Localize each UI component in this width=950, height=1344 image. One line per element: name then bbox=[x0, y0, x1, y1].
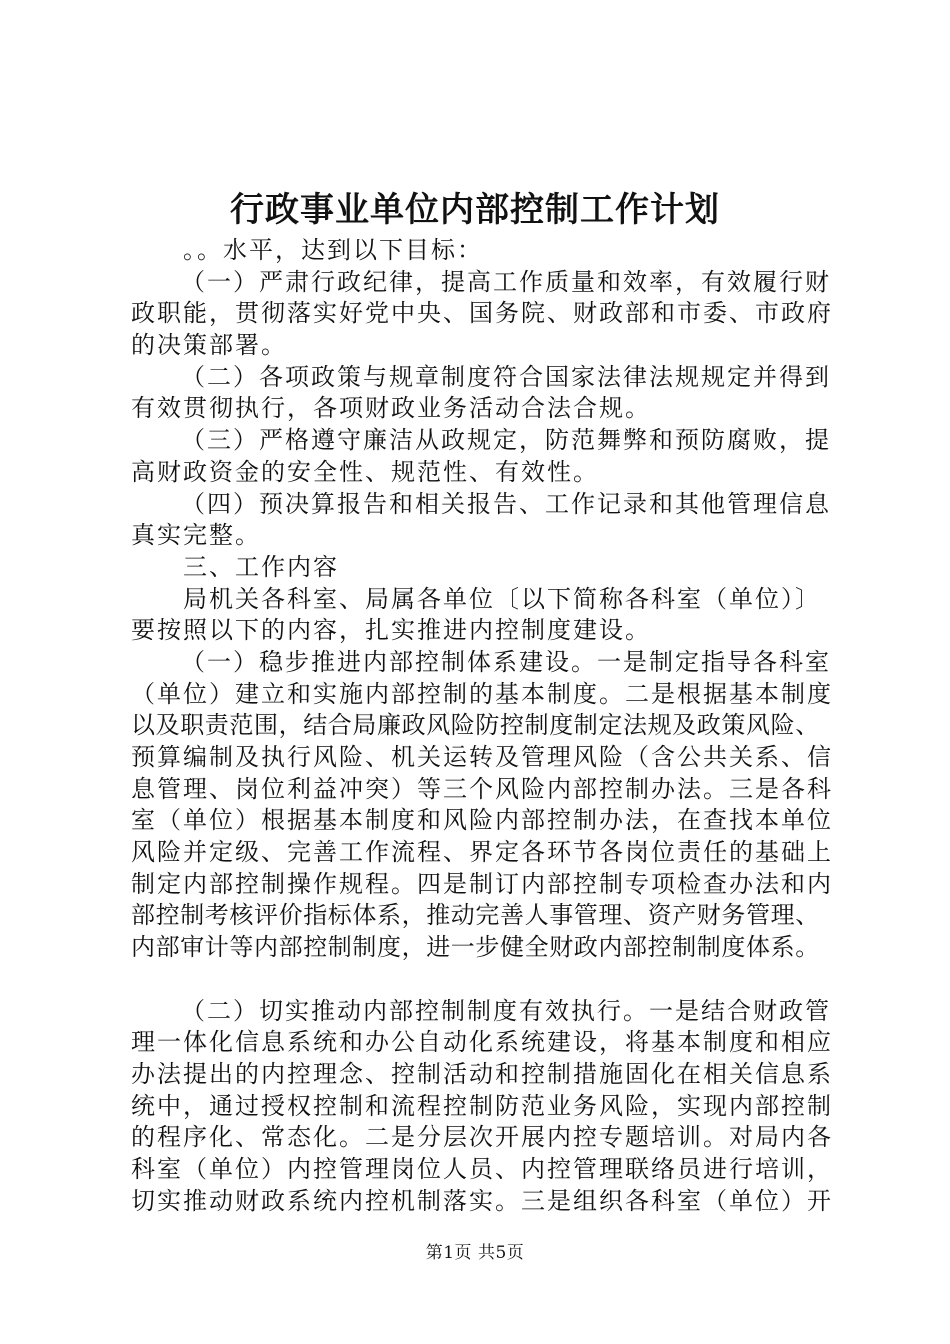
paragraph-line: 的程序化、常态化。二是分层次开展内控专题培训。对局内各 bbox=[131, 1123, 833, 1152]
paragraph-line: 理一体化信息系统和办公自动化系统建设，将基本制度和相应 bbox=[131, 1028, 833, 1057]
paragraph-line: 要按照以下的内容，扎实推进内控制度建设。 bbox=[131, 616, 651, 645]
paragraph-line: 局机关各科室、局属各单位〔以下简称各科室（单位）〕 bbox=[183, 584, 821, 613]
paragraph-line: 室（单位）根据基本制度和风险内部控制办法，在查找本单位 bbox=[131, 806, 833, 835]
paragraph-line: 的决策部署。 bbox=[131, 331, 287, 360]
paragraph-line: （二）各项政策与规章制度符合国家法律法规规定并得到 bbox=[181, 362, 831, 391]
paragraph-line: 科室（单位）内控管理岗位人员、内控管理联络员进行培训， bbox=[131, 1154, 833, 1183]
paragraph-line: （四）预决算报告和相关报告、工作记录和其他管理信息 bbox=[181, 489, 831, 518]
paragraph-line: 政职能，贯彻落实好党中央、国务院、财政部和市委、市政府 bbox=[131, 299, 833, 328]
section-heading: 三、工作内容 bbox=[183, 552, 339, 581]
paragraph-line: 制定内部控制操作规程。四是制订内部控制专项检查办法和内 bbox=[131, 869, 833, 898]
paragraph-line: （一）严肃行政纪律，提高工作质量和效率，有效履行财 bbox=[181, 267, 831, 296]
document-title: 行政事业单位内部控制工作计划 bbox=[230, 190, 720, 230]
paragraph-line: 息管理、岗位利益冲突）等三个风险内部控制办法。三是各科 bbox=[131, 774, 833, 803]
paragraph-gap bbox=[131, 964, 851, 996]
paragraph-line: （一）稳步推进内部控制体系建设。一是制定指导各科室 bbox=[181, 647, 831, 676]
paragraph-line: 。。水平，达到以下目标： bbox=[183, 236, 483, 264]
paragraph-line: 有效贯彻执行，各项财政业务活动合法合规。 bbox=[131, 394, 651, 423]
paragraph-line: 高财政资金的安全性、规范性、有效性。 bbox=[131, 457, 599, 486]
paragraph-line: 风险并定级、完善工作流程、界定各环节各岗位责任的基础上 bbox=[131, 838, 833, 867]
paragraph-line: 切实推动财政系统内控机制落实。三是组织各科室（单位）开 bbox=[131, 1186, 833, 1215]
page-number-footer: 第1页 共5页 bbox=[425, 1243, 525, 1263]
paragraph-line: 办法提出的内控理念、控制活动和控制措施固化在相关信息系 bbox=[131, 1059, 833, 1088]
paragraph-line: 统中，通过授权控制和流程控制防范业务风险，实现内部控制 bbox=[131, 1091, 833, 1120]
paragraph-line: 预算编制及执行风险、机关运转及管理风险（含公共关系、信 bbox=[131, 743, 833, 771]
document-body bbox=[131, 235, 851, 1217]
paragraph-line: （单位）建立和实施内部控制的基本制度。二是根据基本制度 bbox=[131, 679, 833, 708]
paragraph-line: 真实完整。 bbox=[131, 521, 261, 550]
paragraph-line: 以及职责范围，结合局廉政风险防控制度制定法规及政策风险、 bbox=[131, 711, 820, 740]
paragraph-line: 内部审计等内部控制制度，进一步健全财政内部控制制度体系。 bbox=[131, 933, 820, 962]
paragraph-line: （三）严格遵守廉洁从政规定，防范舞弊和预防腐败，提 bbox=[181, 426, 831, 455]
paragraph-line: 部控制考核评价指标体系，推动完善人事管理、资产财务管理、 bbox=[131, 901, 820, 930]
paragraph-line: （二）切实推动内部控制制度有效执行。一是结合财政管 bbox=[181, 996, 831, 1025]
